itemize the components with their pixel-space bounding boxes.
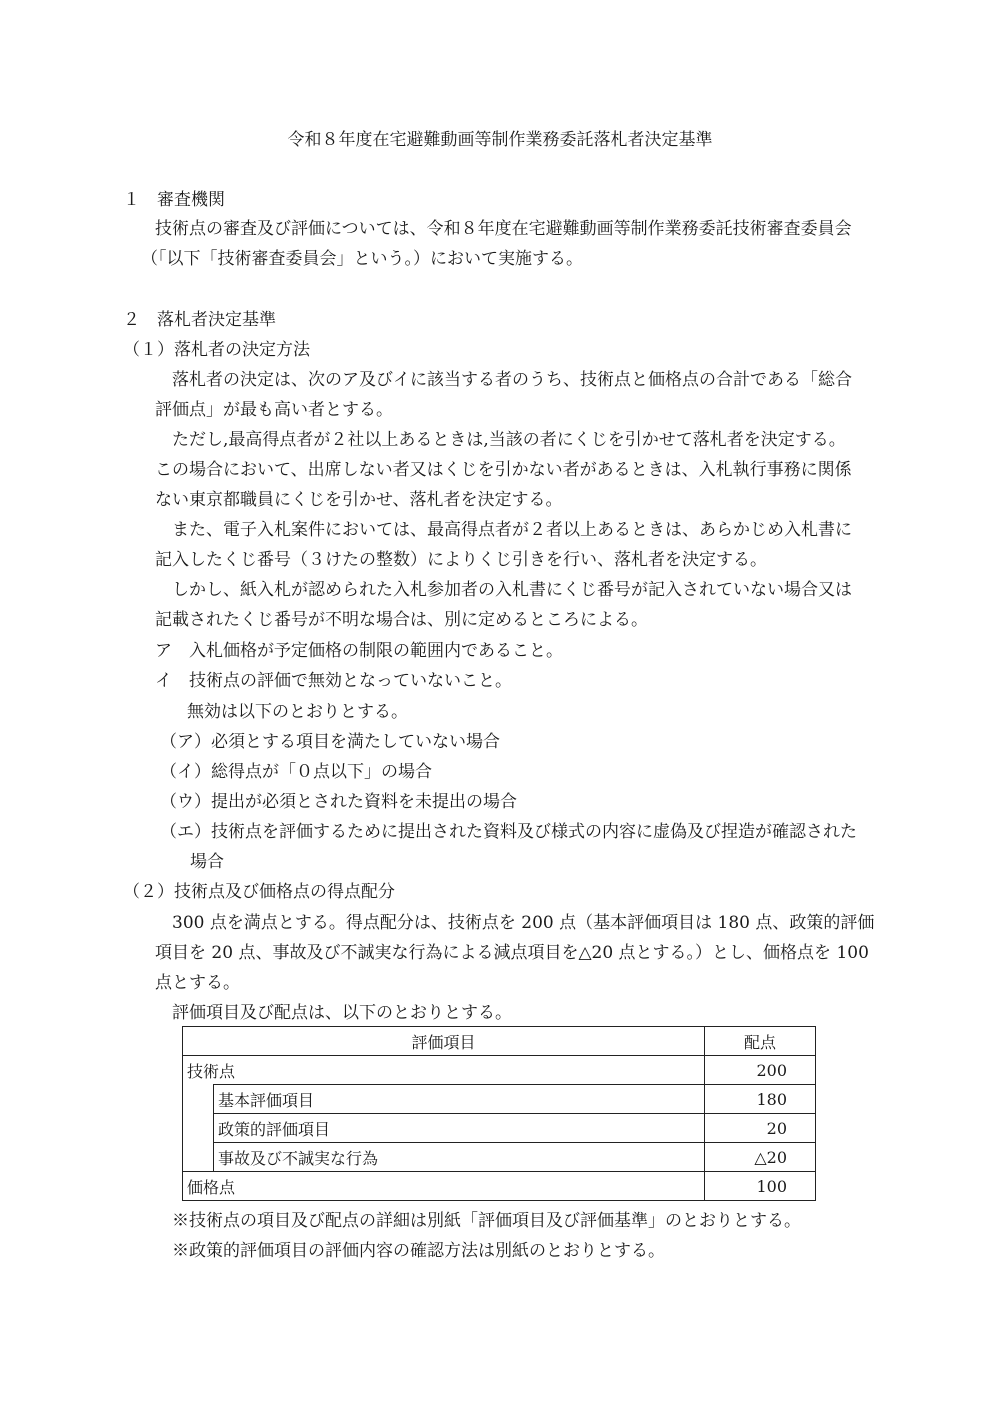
score-para-line-1: 300 点を満点とする。得点配分は、技術点を 200 点（基本評価項目は 180 点、政策的評価 bbox=[172, 913, 875, 933]
row-basic-label: 基本評価項目 bbox=[214, 1085, 705, 1114]
subsection-2-heading: （２）技術点及び価格点の得点配分 bbox=[123, 882, 395, 902]
row-policy-points: 20 bbox=[705, 1114, 816, 1143]
score-table bbox=[182, 1026, 816, 1201]
row-tech-label: 技術点 bbox=[183, 1056, 705, 1085]
section-1-line-1: 技術点の審査及び評価については、令和８年度在宅避難動画等制作業務委託技術審査委員会 bbox=[155, 219, 852, 239]
para-2-line-3: ない東京都職員にくじを引かせ、落札者を決定する。 bbox=[155, 490, 563, 510]
condition-a: ア 入札価格が予定価格の制限の範囲内であること。 bbox=[155, 641, 563, 661]
invalid-item-u: （ウ）提出が必須とされた資料を未提出の場合 bbox=[160, 792, 517, 812]
table-row bbox=[183, 1085, 816, 1114]
row-accident-points: △20 bbox=[705, 1143, 816, 1172]
para-2-line-1: ただし,最高得点者が２社以上あるときは,当該の者にくじを引かせて落札者を決定する。 bbox=[172, 430, 846, 450]
note-1: ※技術点の項目及び配点の詳細は別紙「評価項目及び評価基準」のとおりとする。 bbox=[172, 1211, 801, 1231]
table-row bbox=[183, 1114, 816, 1143]
section-2-heading: ２ 落札者決定基準 bbox=[123, 310, 276, 330]
invalid-item-e-line-1: （エ）技術点を評価するために提出された資料及び様式の内容に虚偽及び捏造が確認された bbox=[160, 822, 857, 842]
invalid-item-e-line-2: 場合 bbox=[190, 852, 224, 872]
para-3-line-1: また、電子入札案件においては、最高得点者が２者以上あるときは、あらかじめ入札書に bbox=[172, 520, 852, 540]
header-item: 評価項目 bbox=[183, 1027, 705, 1056]
row-policy-label: 政策的評価項目 bbox=[214, 1114, 705, 1143]
para-1-line-2: 評価点」が最も高い者とする。 bbox=[155, 400, 393, 420]
table-row bbox=[183, 1056, 816, 1085]
section-1-line-2: （「以下「技術審査委員会」という。）において実施する。 bbox=[141, 249, 583, 269]
score-para-line-2: 項目を 20 点、事故及び不誠実な行為による減点項目を△20 点とする。）とし、価格点を 100 bbox=[155, 943, 869, 963]
section-1-heading: １ 審査機関 bbox=[123, 190, 225, 210]
para-4-line-2: 記載されたくじ番号が不明な場合は、別に定めるところによる。 bbox=[155, 610, 648, 630]
para-4-line-1: しかし、紙入札が認められた入札参加者の入札書にくじ番号が記入されていない場合又は bbox=[172, 580, 852, 600]
header-points: 配点 bbox=[705, 1027, 816, 1056]
para-1-line-1: 落札者の決定は、次のア及びイに該当する者のうち、技術点と価格点の合計である「総合 bbox=[172, 370, 852, 390]
table-row bbox=[183, 1143, 816, 1172]
row-basic-points: 180 bbox=[705, 1085, 816, 1114]
score-table-intro: 評価項目及び配点は、以下のとおりとする。 bbox=[172, 1003, 512, 1023]
note-2: ※政策的評価項目の評価内容の確認方法は別紙のとおりとする。 bbox=[172, 1241, 665, 1261]
invalid-item-a: （ア）必須とする項目を満たしていない場合 bbox=[160, 732, 500, 752]
row-accident-label: 事故及び不誠実な行為 bbox=[214, 1143, 705, 1172]
score-para-line-3: 点とする。 bbox=[155, 973, 240, 993]
para-2-line-2: この場合において、出席しない者又はくじを引かない者があるときは、入札執行事務に関係 bbox=[155, 460, 852, 480]
invalid-intro: 無効は以下のとおりとする。 bbox=[187, 702, 408, 722]
subsection-1-heading: （１）落札者の決定方法 bbox=[123, 340, 310, 360]
invalid-item-i: （イ）総得点が「０点以下」の場合 bbox=[160, 762, 432, 782]
document-title: 令和８年度在宅避難動画等制作業務委託落札者決定基準 bbox=[287, 130, 713, 150]
row-price-label: 価格点 bbox=[183, 1172, 705, 1201]
table-header-row bbox=[183, 1027, 816, 1056]
table-row bbox=[183, 1172, 816, 1201]
row-tech-points: 200 bbox=[705, 1056, 816, 1085]
para-3-line-2: 記入したくじ番号（３けたの整数）によりくじ引きを行い、落札者を決定する。 bbox=[155, 550, 767, 570]
condition-i: イ 技術点の評価で無効となっていないこと。 bbox=[155, 671, 512, 691]
row-price-points: 100 bbox=[705, 1172, 816, 1201]
